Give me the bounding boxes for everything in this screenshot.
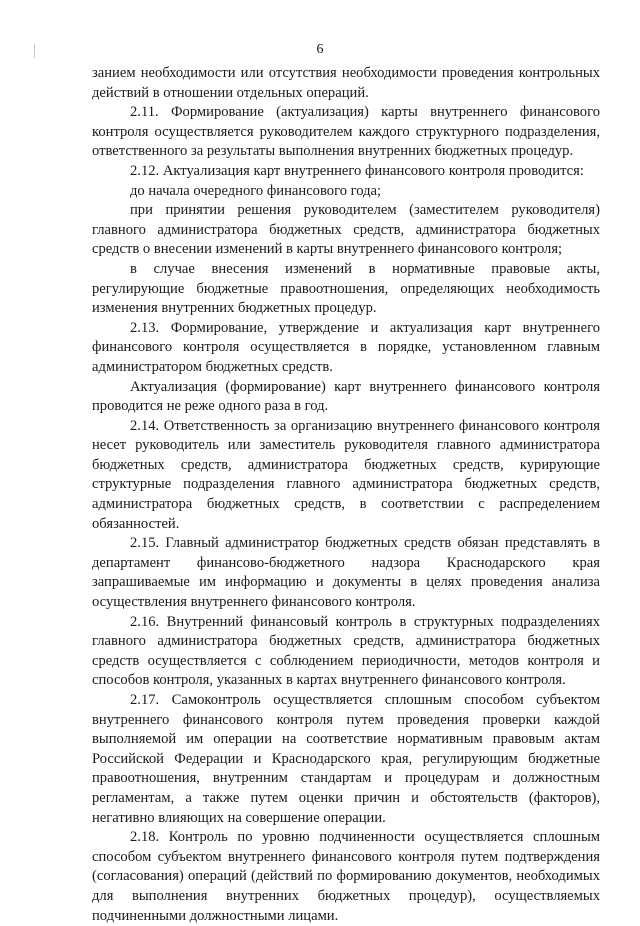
paragraph-continuation: занием необходимости или отсутствия необходимости проведения контрольных действий в отношении отдельных операций.: [92, 65, 600, 101]
paragraph-2-14: 2.14. Ответственность за организацию внутреннего финансового контроля несет руководитель или заместитель руководителя главного администратора бюджетных средств, администратора бюджетных средств, курирующие структурные подразделения главного администратора бюджетных средств, администратора бюджетных средств, в соответствии с распределением обязанностей.: [92, 417, 600, 532]
paragraph-2-17: 2.17. Самоконтроль осуществляется сплошным способом субъектом внутреннего финансового контроля путем проведения проверки каждой выполняемой им операции на соответствие нормативным правовым актам Российской Федерации и Краснодарского края, регулирующим бюджетные правоотношения, внутренним стандартам и процедурам и должностным регламентам, а также путем оценки причин и обстоятельств (факторов), негативно влияющих на совершение операции.: [92, 692, 600, 826]
paragraph-2-12-item-1: до начала очередного финансового года;: [130, 182, 382, 199]
paragraph-2-13-frequency: Актуализация (формирование) карт внутреннего финансового контроля проводится не реже одного раза в год.: [92, 378, 600, 415]
paragraph-2-12-item-2: при принятии решения руководителем (заместителем руководителя) главного администратора бюджетных средств, администратора бюджетных средств о внесении изменений в карты внутреннего финансового контроля;: [92, 202, 600, 258]
document-body: [92, 64, 600, 926]
page-number: 6: [316, 42, 324, 57]
paragraph-2-16: 2.16. Внутренний финансовый контроль в структурных подразделениях главного администратора бюджетных средств, администратора бюджетных средств осуществляется с соблюдением периодичности, методов контроля и способов контроля, указанных в картах внутреннего финансового контроля.: [92, 613, 600, 689]
paragraph-2-13: 2.13. Формирование, утверждение и актуализация карт внутреннего финансового контроля осуществляется в порядке, установленном главным администратором бюджетных средств.: [92, 319, 600, 375]
paragraph-2-15: 2.15. Главный администратор бюджетных средств обязан представлять в департамент финансово-бюджетного надзора Краснодарского края запрашиваемые им информацию и документы в целях проведения анализа осуществления внутреннего финансового контроля.: [92, 535, 600, 611]
paragraph-2-12: 2.12. Актуализация карт внутреннего финансового контроля проводится:: [130, 162, 584, 179]
paragraph-2-18: 2.18. Контроль по уровню подчиненности осуществляется сплошным способом субъектом внутреннего финансового контроля путем подтверждения (согласования) операций (действий по формированию документов, необходимых для выполнения внутренних бюджетных процедур), осуществляемых подчиненными должностными лицами.: [92, 829, 600, 924]
paragraph-2-12-item-3: в случае внесения изменений в нормативные правовые акты, регулирующие бюджетные правоотношения, определяющих необходимость изменения внутренних бюджетных процедур.: [92, 260, 600, 317]
paragraph-2-11: 2.11. Формирование (актуализация) карты внутреннего финансового контроля осуществляется руководителем каждого структурного подразделения, ответственного за результаты выполнения внутренних бюджетных процедур.: [92, 104, 600, 160]
